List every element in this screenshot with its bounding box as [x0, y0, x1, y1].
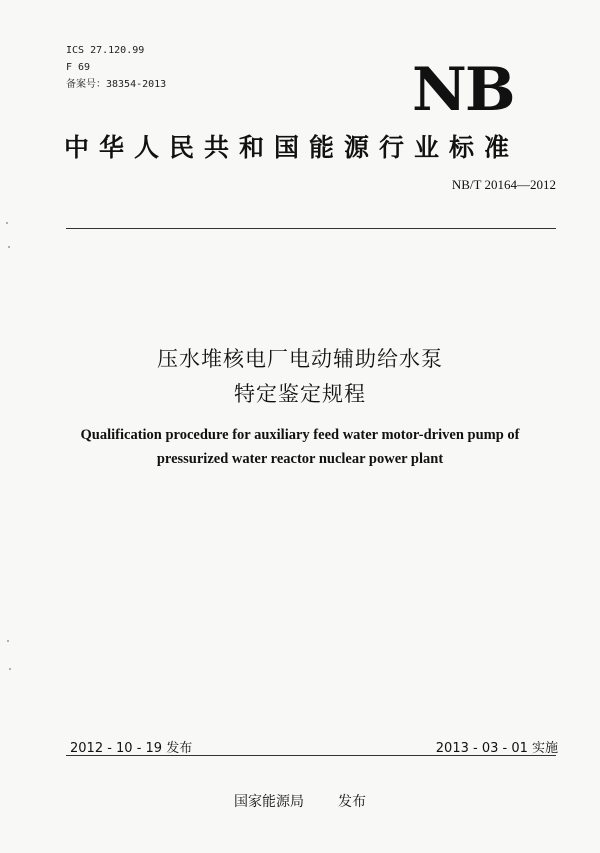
nb-logo: NB	[412, 55, 514, 125]
publisher-name: 国家能源局	[234, 794, 304, 810]
scan-speck	[7, 640, 9, 642]
issue-date: 2012 - 10 - 19 发布	[70, 741, 193, 756]
chinese-title-line-1: 压水堆核电厂电动辅助给水泵	[157, 347, 443, 371]
scan-speck	[8, 246, 10, 248]
record-number: 备案号：38354-2013	[66, 79, 167, 90]
classification-block	[66, 42, 166, 93]
publisher-action: 发布	[338, 794, 366, 810]
implementation-date: 2013 - 03 - 01 实施	[435, 741, 558, 756]
standard-category-title: 中华人民共和国能源行业标准	[64, 133, 520, 162]
scan-speck	[6, 222, 8, 224]
scan-speck	[9, 668, 11, 670]
publisher-line	[0, 791, 600, 811]
ccs-code: F 69	[66, 62, 91, 73]
chinese-title-line-2: 特定鉴定规程	[234, 382, 366, 406]
english-title-line-2: pressurized water reactor nuclear power plant	[156, 451, 444, 467]
footer-divider	[66, 755, 556, 756]
ics-code: ICS 27.120.99	[66, 45, 145, 56]
header-divider	[66, 228, 556, 229]
english-title-line-1: Qualification procedure for auxiliary feed water motor-driven pump of	[80, 427, 520, 443]
standard-code: NB/T 20164—2012	[451, 177, 556, 192]
